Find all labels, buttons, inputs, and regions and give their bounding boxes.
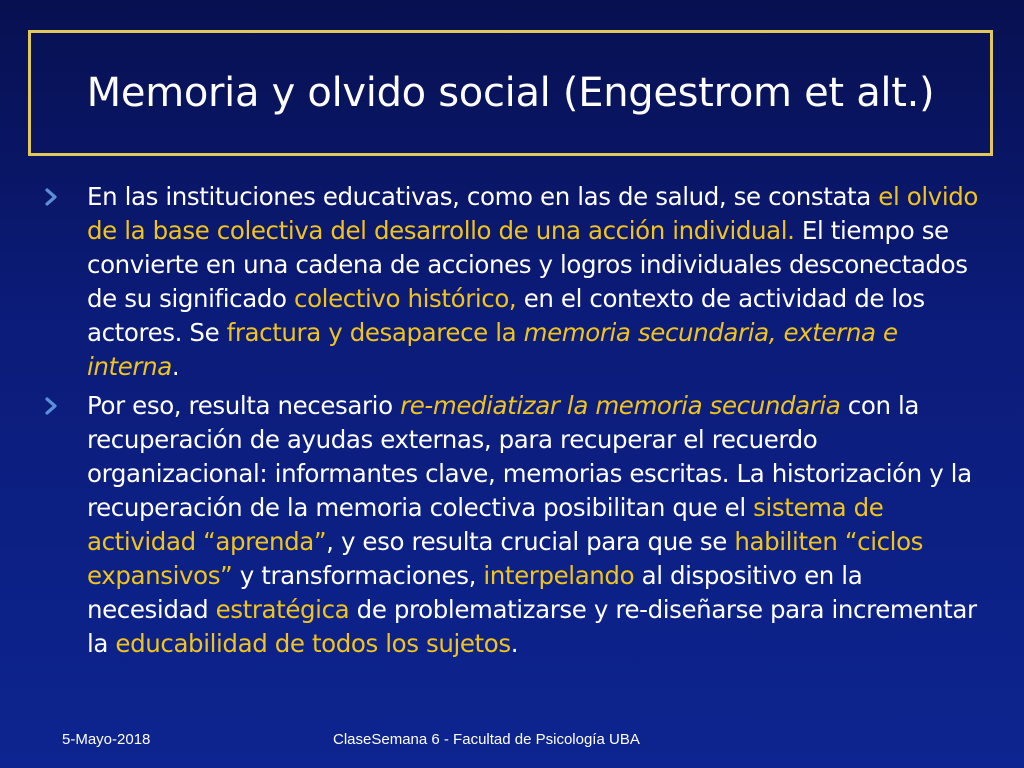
text-segment: En las instituciones educativas, como en las de salud, se constata — [87, 182, 879, 211]
highlighted-text: educabilidad de todos los sujetos — [115, 629, 511, 658]
text-segment: . — [510, 629, 519, 658]
text-segment: . — [171, 352, 180, 381]
bullet-text — [87, 391, 977, 658]
highlighted-text: el olvido de la base colectiva del desarrollo de una acción individual. — [87, 182, 978, 245]
title-frame — [28, 30, 993, 156]
highlighted-text: habiliten “ciclos expansivos” — [87, 527, 924, 590]
highlighted-italic-text: memoria secundaria, externa e interna — [87, 318, 898, 381]
highlighted-text: colectivo histórico, — [294, 284, 517, 313]
text-segment: al dispositivo en la necesidad — [87, 561, 863, 624]
slide-title: Memoria y olvido social (Engestrom et alt.) — [86, 70, 935, 116]
bullet-item-1 — [44, 180, 984, 384]
text-segment: y transformaciones, — [232, 561, 484, 590]
text-segment: con la recuperación de ayudas externas, para recuperar el recuerdo organizacional: informantes clave, memorias escritas. La historización y la recuperación de la memoria colectiva posibilitan que el — [87, 391, 972, 522]
bullet-text — [87, 182, 978, 381]
text-segment: en el contexto de actividad de los actores. Se — [87, 284, 925, 347]
text-segment: de problematizarse y re-diseñarse para incrementar la — [87, 595, 977, 658]
text-segment: El tiempo se convierte en una cadena de acciones y logros individuales desconectados de su significado — [87, 216, 968, 313]
chevron-right-icon — [44, 396, 58, 416]
bullet-item-2 — [44, 389, 984, 661]
highlighted-text: interpelando — [483, 561, 635, 590]
chevron-right-icon — [44, 187, 58, 207]
highlighted-text: fractura y desaparece la — [226, 318, 524, 347]
text-segment: , y eso resulta crucial para que se — [326, 527, 735, 556]
highlighted-italic-text: re-mediatizar la memoria secundaria — [400, 391, 841, 420]
footer-date: 5-Mayo-2018 — [62, 731, 151, 748]
highlighted-text: estratégica — [215, 595, 350, 624]
slide-content — [44, 180, 984, 666]
highlighted-text: sistema de actividad “aprenda” — [87, 493, 884, 556]
text-segment: Por eso, resulta necesario — [87, 391, 401, 420]
footer-info: ClaseSemana 6 - Facultad de Psicología UBA — [333, 731, 640, 748]
